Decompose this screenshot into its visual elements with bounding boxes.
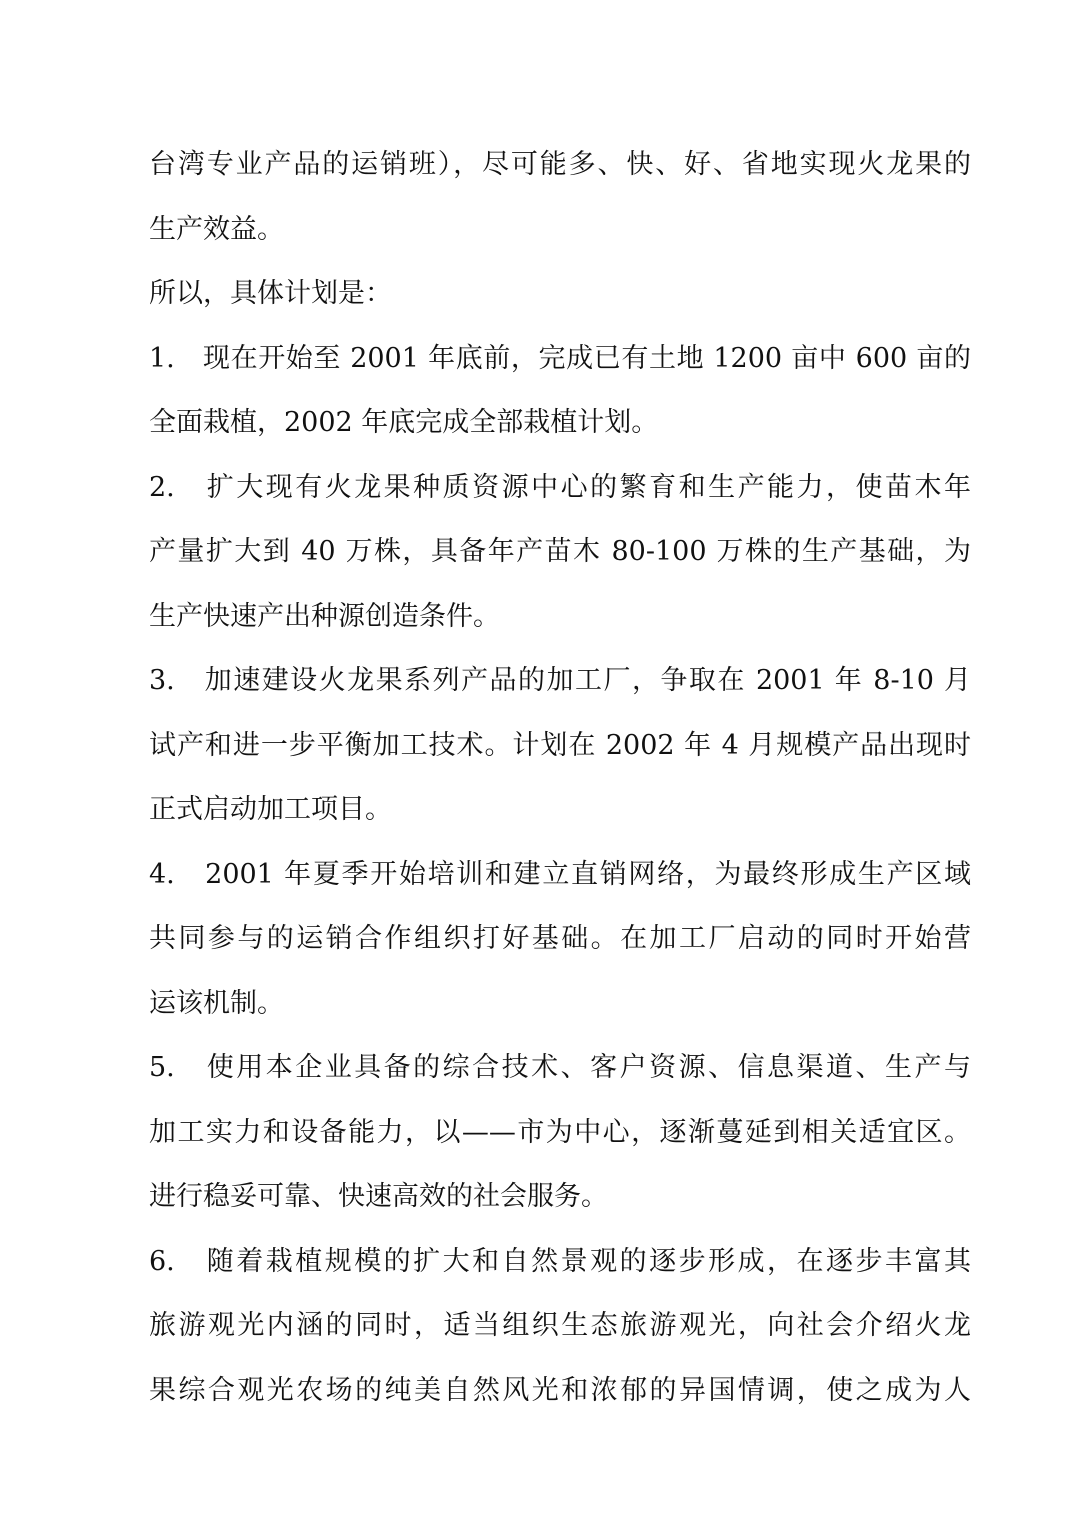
list-item-4: 4. 2001 年夏季开始培训和建立直销网络，为最终形成生产区域	[149, 858, 971, 890]
text-line: 共同参与的运销合作组织打好基础。在加工厂启动的同时开始营	[149, 923, 971, 954]
text-line: 运该机制。	[149, 987, 284, 1019]
list-item-6: 6. 随着栽植规模的扩大和自然景观的逐步形成，在逐步丰富其	[149, 1245, 971, 1277]
text-line: 所以，具体计划是：	[149, 278, 392, 309]
list-item-5: 5. 使用本企业具备的综合技术、客户资源、信息渠道、生产与	[149, 1052, 971, 1083]
text-line: 产量扩大到 40 万株，具备年产苗木 80-100 万株的生产基础，为	[149, 536, 971, 567]
list-item-2: 2. 扩大现有火龙果种质资源中心的繁育和生产能力，使苗木年	[149, 471, 971, 503]
text-line: 全面栽植，2002 年底完成全部栽植计划。	[149, 407, 659, 438]
text-line: 旅游观光内涵的同时，适当组织生态旅游观光，向社会介绍火龙	[149, 1310, 971, 1341]
text-line: 生产快速产出种源创造条件。	[149, 600, 500, 632]
body-text	[149, 133, 971, 1423]
text-line: 生产效益。	[149, 213, 284, 245]
text-line: 台湾专业产品的运销班），尽可能多、快、好、省地实现火龙果的	[149, 149, 971, 180]
text-line: 试产和进一步平衡加工技术。计划在 2002 年 4 月规模产品出现时	[149, 729, 971, 761]
text-line: 果综合观光农场的纯美自然风光和浓郁的异国情调，使之成为人	[149, 1374, 971, 1406]
text-line: 加工实力和设备能力，以——市为中心，逐渐蔓延到相关适宜区。	[149, 1116, 971, 1148]
text-line: 进行稳妥可靠、快速高效的社会服务。	[149, 1181, 608, 1212]
text-line: 正式启动加工项目。	[149, 794, 392, 825]
list-item-1: 1. 现在开始至 2001 年底前，完成已有土地 1200 亩中 600 亩的	[149, 342, 971, 374]
list-item-3: 3. 加速建设火龙果系列产品的加工厂，争取在 2001 年 8-10 月	[149, 665, 971, 696]
